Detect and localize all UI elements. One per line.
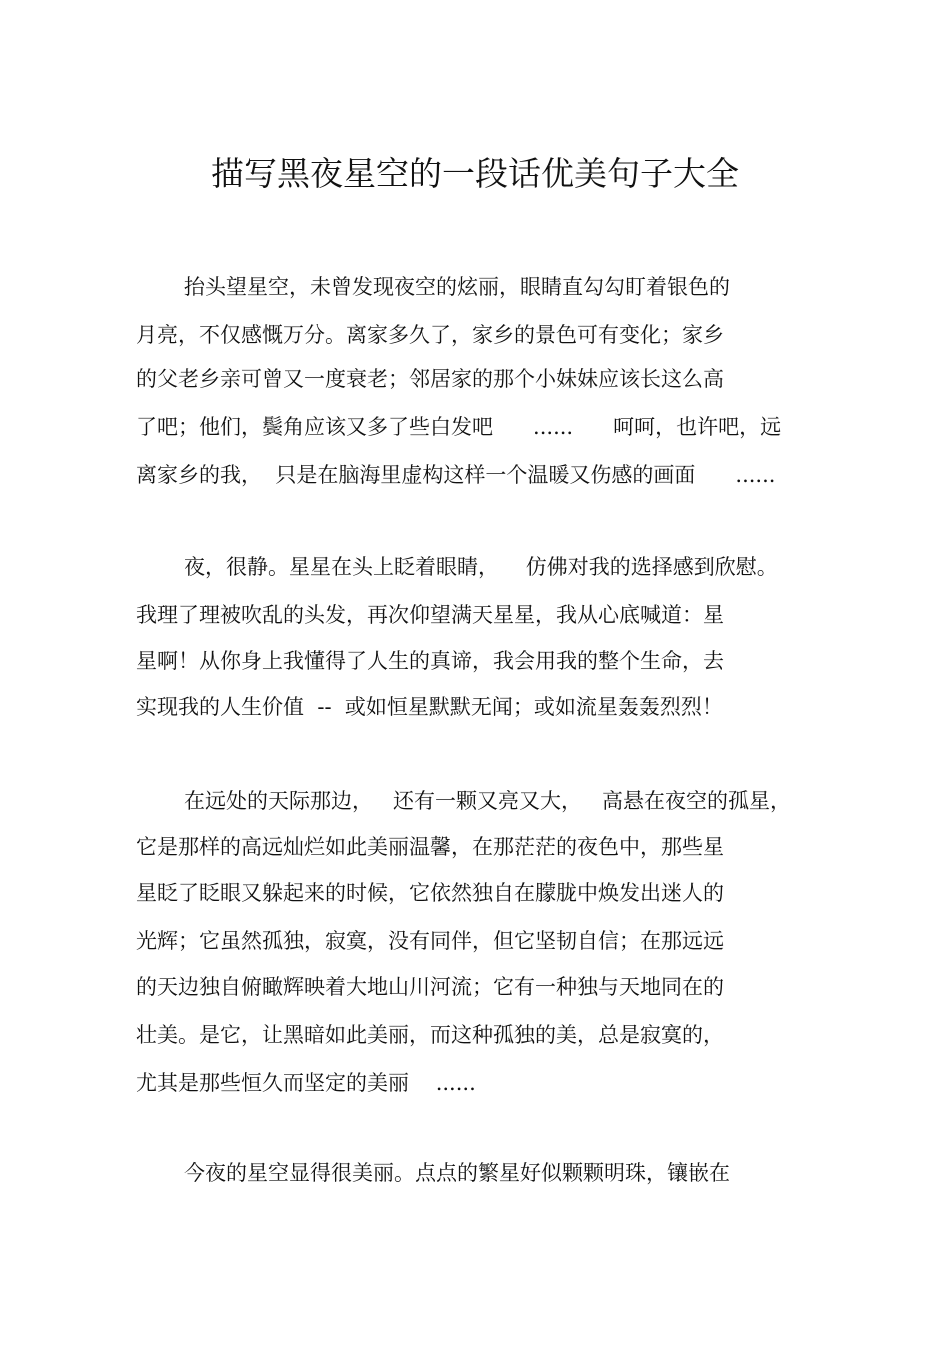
paragraph-3-line-7: 尤其是那些恒久而坚定的美丽 ......	[136, 1071, 476, 1095]
paragraph-3-line-6: 壮美。是它，让黑暗如此美丽，而这种孤独的美，总是寂寞的，	[136, 1023, 724, 1047]
page-title: 描写黑夜星空的一段话优美句子大全	[211, 154, 739, 193]
paragraph-1-line-4: 了吧；他们，鬓角应该又多了些白发吧 ...... 呵呵，也许吧，远	[136, 415, 782, 439]
paragraph-1-line-3: 的父老乡亲可曾又一度衰老；邻居家的那个小妹妹应该长这么高	[136, 367, 724, 391]
paragraph-1-line-1: 抬头望星空，未曾发现夜空的炫丽，眼睛直勾勾盯着银色的	[184, 275, 730, 299]
paragraph-3-line-5: 的天边独自俯瞰辉映着大地山川河流；它有一种独与天地同在的	[136, 975, 724, 999]
paragraph-4-line-1: 今夜的星空显得很美丽。点点的繁星好似颗颗明珠，镶嵌在	[184, 1161, 730, 1185]
paragraph-1-line-2: 月亮，不仅感慨万分。离家多久了，家乡的景色可有变化；家乡	[136, 323, 724, 347]
paragraph-3-line-2: 它是那样的高远灿烂如此美丽温馨，在那茫茫的夜色中，那些星	[136, 835, 724, 859]
paragraph-3-line-4: 光辉；它虽然孤独，寂寞，没有同伴，但它坚韧自信；在那远远	[136, 929, 724, 953]
paragraph-2-line-4: 实现我的人生价值 -- 或如恒星默默无闻；或如流星轰轰烈烈！	[136, 695, 723, 719]
paragraph-3-line-1: 在远处的天际那边， 还有一颗又亮又大， 高悬在夜空的孤星，	[184, 789, 792, 813]
paragraph-2-line-3: 星啊！从你身上我懂得了人生的真谛，我会用我的整个生命，去	[136, 649, 724, 673]
paragraph-2-line-1: 夜，很静。星星在头上眨着眼睛， 仿佛对我的选择感到欣慰。	[184, 555, 778, 579]
paragraph-1-line-5: 离家乡的我， 只是在脑海里虚构这样一个温暖又伤感的画面 ......	[136, 463, 776, 487]
paragraph-3-line-3: 星眨了眨眼又躲起来的时候，它依然独自在朦胧中焕发出迷人的	[136, 881, 724, 905]
paragraph-2-line-2: 我理了理被吹乱的头发，再次仰望满天星星，我从心底喊道：星	[136, 603, 724, 627]
